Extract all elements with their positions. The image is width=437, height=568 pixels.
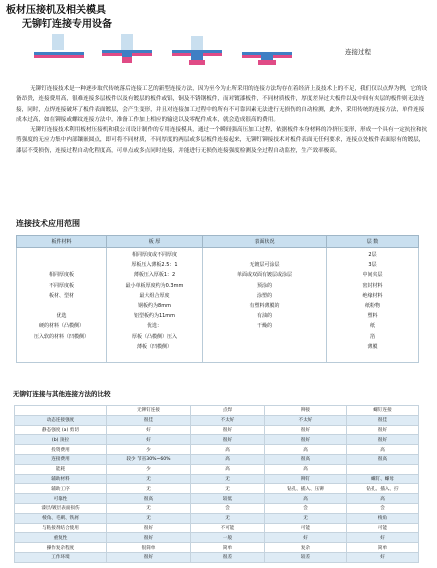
table-cell: 无 [265,513,347,523]
header-material: 板件材料 [17,236,107,248]
table-cell: 较低 [191,494,265,504]
intro-paragraph-1: 无铆钉连接技术是一种逐步取代传统落后连接工艺的新型连接方法，因为至今为止所采用的连接方法均存在着经济上及技术上的不足，我们仅以点焊为例，它的设备昂贵，连接费用高，很难连接多层板件以及有镀层的板件或铝，铜及不锈钢板件，而对镀漆板件，不同材质板件，厚度差异过大板件以及中间有夹层的板件则无法连接，同时，点焊连接破坏了板件表面镀层，会产生变形，并且对连接加工过程中的所有不可靠因素无法进行无损伤的自动检测，此外，采用传统的连接方法，单件连接成本过高，如在铆接或螺纹连接方法中，准备工作加上相应的输送以及零配件成本，就会造成很高的费用。 [16,86,428,123]
row-label [15,406,107,416]
table-cell: 高 [265,445,347,455]
table-cell: 钻孔、插入、拧 [347,484,419,494]
list-item: 最大组合厚度 [139,292,170,299]
list-item: 绝缘材料 [362,292,383,299]
table-row [15,523,419,533]
layers-column [327,248,419,363]
process-stage-2 [102,34,152,63]
table-cell: 很好 [191,425,265,435]
list-item: 预涂的 [256,282,272,289]
table-cell: 少 [107,445,191,455]
table-cell: 高 [347,445,419,455]
list-item: 单面或双面有镀层或涂层 [236,272,292,279]
table-cell: 可能 [347,523,419,533]
table-row [15,513,419,523]
thickness-column [107,248,203,363]
section-title-equipment: 无铆钉连接专用设备 [22,19,112,30]
table-cell: 会 [265,503,347,513]
table-row [15,552,419,562]
section-title-application: 连接技术应用范围 [16,219,80,228]
table-cell: 很好 [347,425,419,435]
table-cell: 螺钉连接 [347,406,419,416]
table-cell: 很佳 [347,415,419,425]
table-row [15,435,419,445]
list-item: 优选 [56,313,67,320]
list-item: 干燥的 [256,323,272,330]
section-title-comparison: 无铆钉连接与其他连接方法的比较 [13,390,111,398]
application-range-table [16,235,419,363]
list-item: 最小单板厚度约为0.3mm [125,282,184,289]
list-item: 纸 [369,323,375,330]
table-cell: 很佳 [107,415,191,425]
table-cell: 高 [265,494,347,504]
row-label: 与粘接剂结合使用 [15,523,107,533]
list-item: 钢板约为8mm [138,302,171,309]
table-cell: 无 [191,484,265,494]
list-item: 薄膜 [367,343,378,350]
table-cell: 可能 [265,523,347,533]
table-cell: 复杂 [265,543,347,553]
table-cell: 很好 [107,533,191,543]
row-label: 可靠性 [15,494,107,504]
table-cell: 铆钉 [265,474,347,484]
table-cell: 高 [191,445,265,455]
row-label: 棱角、毛刺、铁屑 [15,513,107,523]
list-item: 相同厚度板 [48,272,74,279]
table-cell: 很好 [191,435,265,445]
table-cell: 好 [107,425,191,435]
table-cell: 螺钉、螺母 [347,474,419,484]
table-cell: 很高 [265,454,347,464]
table-cell: 高 [191,454,265,464]
table-row [15,454,419,464]
table-cell: 不太好 [265,415,347,425]
process-label: 连接过程 [345,48,371,56]
list-item: 密封材料 [362,282,383,289]
table-row [15,543,419,553]
row-label: 操作复杂程度 [15,543,107,553]
table-cell [347,464,419,474]
table-cell: 一般 [191,533,265,543]
table-cell: 点焊 [191,406,265,416]
list-item: 不同厚度板 [48,282,74,289]
comparison-header-row [15,406,419,416]
material-column [17,248,107,363]
table-cell: 很高 [347,454,419,464]
table-cell: 简单 [191,543,265,553]
table-cell: 很差 [191,552,265,562]
row-label: 静态强度 (a) 剪切 [15,425,107,435]
row-label: 工作环境 [15,552,107,562]
table-row [15,484,419,494]
list-item: 塑料 [367,313,378,320]
table-cell: 好 [347,552,419,562]
table-cell: 会 [191,503,265,513]
table-cell: 很好 [265,425,347,435]
process-stage-4 [242,52,292,65]
list-item: 2层 [368,252,377,258]
table-cell: 较差 [265,552,347,562]
intro-paragraph-2: 无铆钉连接技术利用板材压接机和我公司设计制作的专用连接模具，通过一个瞬间强高压加工过程，依据板件本身材料的冷挤压变形，形成一个具有一定抗拉和抗剪强度的无应力集中内部镶嵌圆点，即可将不同材质，不同厚度的两层或多层板件连接起来，无铆钉铆接技术对板件表面无任何要求，连接点处板件表面原有的镀层，漆层不受损伤，连接过程自动化程度高，可单点或多点同时连接，并能进行无损伤连接强度检测及全过程自动监控，生产效率极高。 [16,127,428,154]
table-cell: 不太好 [191,415,265,425]
table-cell: 会 [347,503,419,513]
table-cell: 好 [107,435,191,445]
table-cell: 较少 节省30%~60% [107,454,191,464]
table-row [15,494,419,504]
list-item: 压入软的材料（凹模侧） [33,333,89,340]
table-row [15,533,419,543]
page-title: 板材压接机及相关模具 [6,5,106,16]
table-cell: 好 [265,533,347,543]
row-label: 投资费用 [15,445,107,455]
table-row [15,503,419,513]
row-label: (b) 顶拉 [15,435,107,445]
row-label: 重复性 [15,533,107,543]
table-row [15,464,419,474]
row-label: 辅助材料 [15,474,107,484]
table-cell: 棱角 [347,513,419,523]
table-cell: 好 [347,533,419,543]
table-cell: 很好 [107,552,191,562]
table-row [17,248,419,363]
header-layers: 层 数 [327,236,419,248]
header-thickness: 板 厚 [107,236,203,248]
table-cell: 无 [107,474,191,484]
intro-text [16,84,428,156]
table-row [15,415,419,425]
table-cell: 无 [191,474,265,484]
table-cell: 很好 [347,435,419,445]
process-stage-1 [34,34,84,58]
table-cell: 铆接 [265,406,347,416]
table-cell: 高 [191,464,265,474]
list-item: 硬的材料（凸模侧） [38,323,84,330]
list-item: 无镀层可涂层 [249,262,280,269]
row-label: 连接费用 [15,454,107,464]
list-item: 薄板（凹模侧） [136,343,172,350]
table-cell: 少 [107,464,191,474]
table-cell: 不可能 [191,523,265,533]
list-item: 3层 [368,262,377,269]
table-cell: 钻孔、插入、压铆 [265,484,347,494]
table-cell: 高 [347,494,419,504]
list-item: 箔 [369,333,375,340]
clinching-process-diagram [30,30,330,70]
table-header-row [17,236,419,248]
table-cell: 无 [191,513,265,523]
table-cell: 很好 [107,523,191,533]
list-item: 中间夹层 [362,272,383,279]
table-cell: 很简单 [107,543,191,553]
list-item: 涂塑的 [256,292,272,299]
table-cell: 无 [107,484,191,494]
list-item: 纸粉物 [364,302,380,309]
comparison-table [14,405,419,563]
table-cell: 很好 [265,435,347,445]
list-item: 铝型板约为11mm [133,313,176,320]
list-item: 有塑料薄膜的 [249,302,280,309]
table-cell: 简单 [347,543,419,553]
row-label: 动态连接强度 [15,415,107,425]
list-item: 板材、型材 [48,292,74,299]
table-row [15,425,419,435]
table-cell: 很高 [107,494,191,504]
list-item: 薄板压入厚板1：2 [133,272,176,279]
surface-column [203,248,327,363]
row-label: 漆层/镀层表面损伤 [15,503,107,513]
table-cell: 无铆钉连接 [107,406,191,416]
list-item: 有油的 [256,313,272,320]
row-label: 能耗 [15,464,107,474]
process-stage-3 [172,36,222,65]
table-cell: 高 [265,464,347,474]
list-item: 相同厚度或不同厚度 [131,252,177,258]
list-item: 厚板（凸模侧）压入 [131,333,177,340]
header-surface: 表面状况 [203,236,327,248]
table-cell: 无 [107,513,191,523]
list-item: 优选： [146,323,162,330]
row-label: 辅助工序 [15,484,107,494]
table-row [15,474,419,484]
table-cell: 无 [107,503,191,513]
list-item: 厚板压入薄板2.5：1 [131,262,178,269]
table-row [15,445,419,455]
